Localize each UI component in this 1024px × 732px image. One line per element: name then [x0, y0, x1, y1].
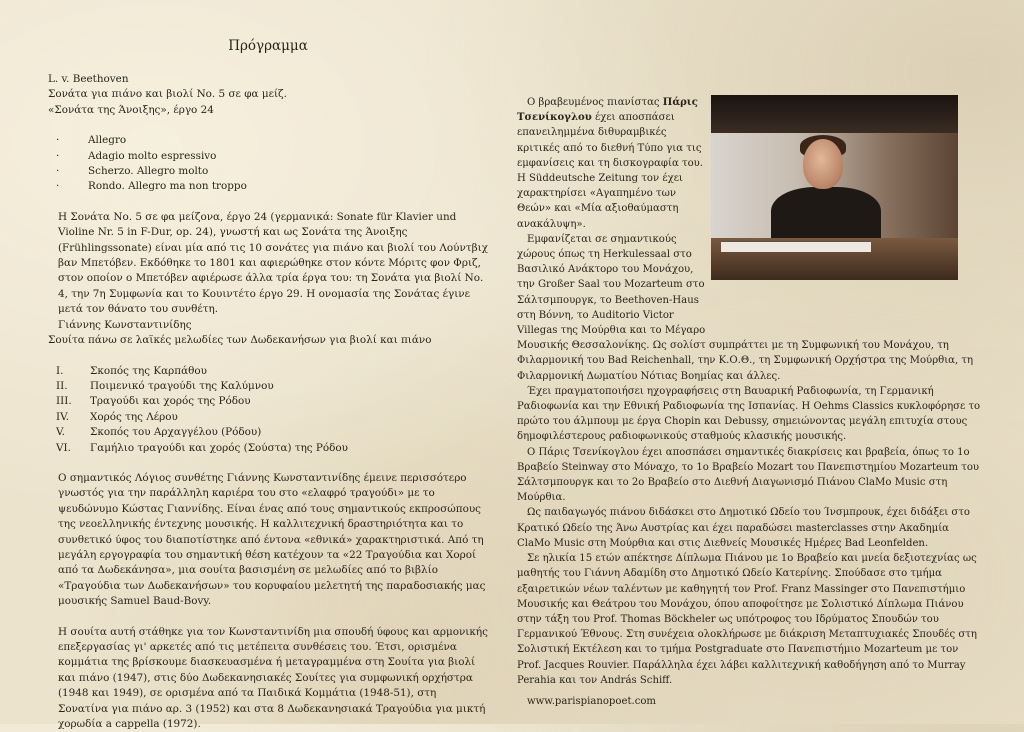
list-item: · Allegro — [56, 134, 127, 147]
list-item: · Scherzo. Allegro molto — [56, 165, 209, 178]
composer-paragraph: Ο σημαντικός Λόγιος συνθέτης Γιάννης Κωνσταντινίδης έμεινε περισσότερο γνωστός για την παράλληλη καριέρα του στο «ελαφρό τραγούδι» με το ψευδώνυμο Κώστας Γιαννίδης. Είναι ένας από τους σημαντικούς εκπροσώπους της νεοελληνικής έντεχνης μουσικής. Η καλλιτεχνική δραστηριότητα και το συνθετικό ύφος του διαποτίστηκε από έντονα «εθνικά» χαρακτηριστικά. Από τη μεγάλη εργογραφία του σημαντική θέση κατέχουν τα «22 Τραγούδια και Χοροί από τα Δωδεκάνησα», μια σουίτα βασισμένη σε μελωδίες από το βιβλίο «Τραγούδια των Δωδεκανήσων» του κορυφαίου μελετητή της παραδοσιακής μας μουσικής Samuel Baud-Bovy. — [58, 471, 486, 608]
work-subtitle: «Σονάτα της Άνοιξης», έργο 24 — [48, 103, 214, 116]
right-page — [517, 95, 981, 709]
list-item: · Adagio molto espressivo — [56, 149, 217, 162]
page-title: Πρόγραμμα — [228, 38, 308, 54]
list-item: V. Σκοπός του Αρχαγγέλου (Ρόδου) — [56, 426, 262, 439]
bio-paragraph-5: Ως παιδαγωγός πιάνου διδάσκει στο Δημοτικό Ωδείο του Ίνσμπρουκ, έχει διδάξει στο Κρατικό Ωδείο της Άνω Αυστρίας και έχει παραδώσει masterclasses στην Ακαδημία ClaMo Music στη Μούρθια και στις Διεθνείς Μουσικές Ημέρες Bad Leonfelden. — [517, 507, 970, 549]
list-item: IV. Χορός της Λέρου — [56, 410, 178, 423]
bio-paragraph-1: Ο βραβευμένος πιανίστας Πάρις Τσενίκογλου έχει αποσπάσει επανειλημμένα διθυραμβικές κριτικές από το διεθνή Τύπο για τις εμφανίσεις και τη δισκογραφία του. Η Süddeutsche Zeitung τον έχει χαρακτηρίσει «Αγαπημένο των Θεών» και «Μία αξιοθαύμαστη ανακάλυψη». — [517, 97, 703, 230]
suite-title: Σουίτα πάνω σε λαϊκές μελωδίες των Δωδεκανήσων για βιολί και πιάνο — [48, 334, 432, 347]
composer-name: L. v. Beethoven — [48, 73, 129, 85]
bio-paragraph-6: Σε ηλικία 15 ετών απέκτησε Δίπλωμα Πιάνου με 1ο Βραβείο και μνεία δεξιοτεχνίας ως μαθητής του Γιάννη Αδαμίδη στο Δημοτικό Ωδείο Κατερίνης. Σπούδασε στο τμήμα εξαιρετικών νέων ταλέντων με καθηγητή τον Prof. Franz Massinger στο Πανεπιστήμιο Μουσικής και Θεάτρου του Μονάχου, όπου αποφοίτησε με Σολιστικό Δίπλωμα Πιάνου στην τάξη του Prof. Thomas Böckheler ως υπότροφος του Ιδρύματος Σπουδών του Γερμανικού Έθνους. Στη συνέχεια ολοκλήρωσε με διάκριση Μεταπτυχιακές Σπουδές στη Σολιστική Εκτέλεση και το τμήμα Postgraduate στο Πανεπιστήμιο Mozarteum με τον Prof. Jacques Rouvier. Παράλληλα έχει λάβει καλλιτεχνική καθοδήγηση από το Murray Perahia και τον András Schiff. — [517, 553, 977, 686]
list-item: II. Ποιμενικό τραγούδι της Καλύμνου — [56, 379, 274, 392]
suite-list — [48, 364, 488, 456]
bio-paragraph-4: Ο Πάρις Τσενίκογλου έχει αποσπάσει σημαντικές διακρίσεις και βραβεία, όπως το 1ο Βραβείο Steinway στο Μόναχο, το 1ο Βραβείο Mozart του Πανεπιστημίου Mozarteum του Σάλτσμπουργκ και το 2ο Βραβείο στο Διεθνή Διαγωνισμό Πιάνου ClaMo Music στη Μούρθια. — [517, 446, 980, 504]
pianist-name: Πάρις Τσενίκογλου — [517, 97, 698, 124]
list-item: VI. Γαμήλιο τραγούδι και χορός (Σούστα) της Ρόδου — [56, 441, 348, 454]
suite-paragraph: Η σουίτα αυτή στάθηκε για τον Κωνσταντινίδη μια σπουδή ύφους και αρμονικής επεξεργασίας γι' αρκετές από τις μετέπειτα συνθέσεις του. Έτσι, ορισμένα κομμάτια της βρίσκουμε διασκευασμένα ή μεταγραμμένα στη Σουίτα για βιολί και πιάνο (1947), στις δύο Δωδεκανησιακές Σουίτες για συμφωνική ορχήστρα (1948 και 1949), σε ορισμένα από τα Παιδικά Κομμάτια (1948-51), στη Σονατίνα για πιάνο αρ. 3 (1952) και στα 8 Δωδεκανησιακά Τραγούδια για μικτή χορωδία a cappella (1972). — [58, 625, 488, 731]
bio-paragraph-3: Έχει πραγματοποιήσει ηχογραφήσεις στη Βαυαρική Ραδιοφωνία, τη Γερμανική Ραδιοφωνία και την Εθνική Ραδιοφωνία της Ισπανίας. Η Oehms Classics κυκλοφόρησε το πρώτο του άλμπουμ με έργα Chopin και Debussy, σημειώνοντας μεγάλη επιτυχία στους δημοφιλέστερους ραδιοφωνικούς σταθμούς κλασικής μουσικής. — [517, 385, 981, 443]
movement-list — [48, 133, 488, 195]
composer-name-2: Γιάννης Κωνσταντινίδης — [58, 318, 192, 331]
bio-paragraph-2: Εμφανίζεται σε σημαντικούς χώρους όπως τη Herkulessaal στο Βασιλικό Ανάκτορο του Μονάχου, την Großer Saal του Mozarteum στο Σάλτσμπουργκ, το Beethoven-Haus στη Βόννη, το Auditorio Victor Villegas της Μούρθια και το Μέγαρο Μουσικής Θεσσαλονίκης. Ως σολίστ συμπράττει με τη Συμφωνική του Μονάχου, τη Φιλαρμονική του Bad Reichenhall, την Κ.Ο.Θ., τη Συμφωνική Ορχήστρα της Μούρθια, τη Φιλαρμονική Δωματίου Νότιας Βοημίας και άλλες. — [517, 233, 974, 382]
left-page — [48, 38, 488, 732]
work-title: Σονάτα για πιάνο και βιολί Νο. 5 σε φα μείζ. — [48, 88, 287, 101]
list-item: · Rondo. Allegro ma non troppo — [56, 180, 247, 193]
sonata-paragraph: Η Σονάτα Νο. 5 σε φα μείζονα, έργο 24 (γερμανικά: Sonate für Klavier und Violine Nr. 5 in F-Dur, op. 24), γνωστή και ως Σονάτα της Άνοιξης (Frühlingssonate) είναι μία από τις 10 σονάτες για πιάνο και βιολί του Λούντβιχ βαν Μπετόβεν. Εκδόθηκε το 1801 και αφιερώθηκε στον κόντε Μόριτς φον Φριζ, στον οποίον ο Μπετόβεν αφιέρωσε άλλα τρία έργα του: τη Σονάτα για βιολί Νο. 4, την 7η Συμφωνία και το Κουιντέτο έργο 29. Η ονομασία της Σονάτας έγινε μετά τον θάνατο του συνθέτη. — [58, 210, 488, 316]
website-url: www.parispianopoet.com — [527, 695, 657, 707]
list-item: III. Τραγούδι και χορός της Ρόδου — [56, 395, 251, 408]
list-item: I. Σκοπός της Καρπάθου — [56, 364, 207, 377]
